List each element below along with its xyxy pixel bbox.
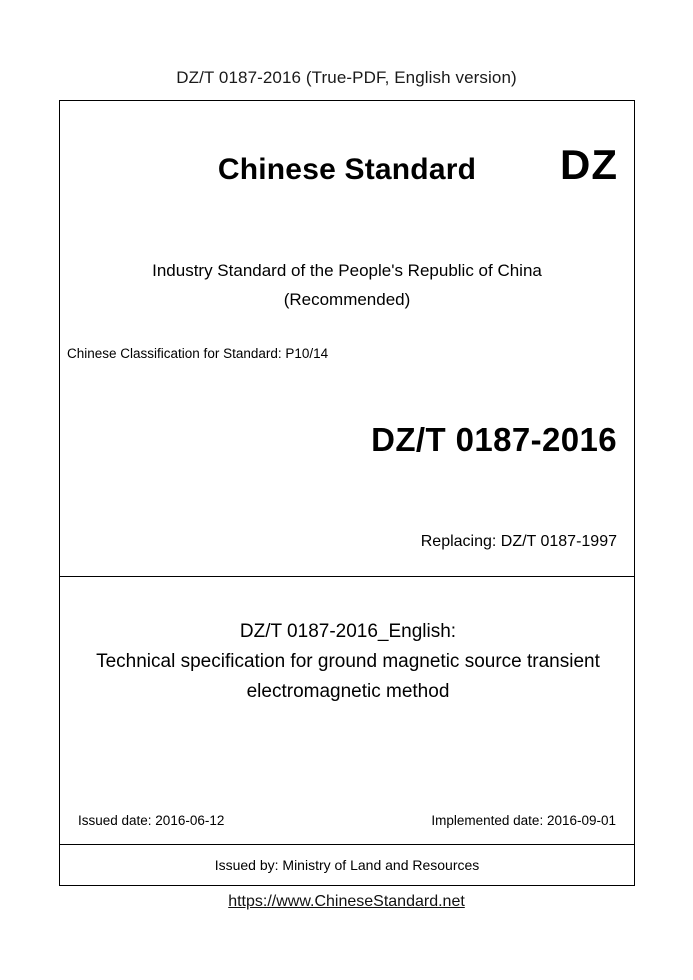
cover-middle-section [60,577,634,845]
issued-by: Issued by: Ministry of Land and Resources [214,857,480,873]
industry-standard-line-1: Industry Standard of the People's Republic of China [152,261,542,280]
document-title-line-1: DZ/T 0187-2016_English: [239,621,457,642]
replacing-standard: Replacing: DZ/T 0187-1997 [420,533,617,550]
document-title [70,617,626,707]
industry-standard-line-2: (Recommended) [283,290,411,309]
issued-date: Issued date: 2016-06-12 [78,813,225,828]
industry-standard-line [60,256,634,314]
standard-number: DZ/T 0187-2016 [371,421,617,458]
date-row [60,813,634,828]
classification-code: Chinese Classification for Standard: P10/14 [67,346,329,361]
cover-upper-section [60,101,634,577]
cover-frame [59,100,635,886]
footer-website-link[interactable]: https://www.ChineseStandard.net [228,893,465,910]
dz-logo: DZ [560,141,618,188]
standard-title: Chinese Standard [217,153,477,186]
implemented-date: Implemented date: 2016-09-01 [431,813,616,828]
page-caption: DZ/T 0187-2016 (True-PDF, English version) [176,68,517,87]
document-title-line-3: electromagnetic method [246,681,450,702]
cover-lower-section [60,845,634,885]
document-title-line-2: Technical specification for ground magnetic source transient [96,651,600,672]
